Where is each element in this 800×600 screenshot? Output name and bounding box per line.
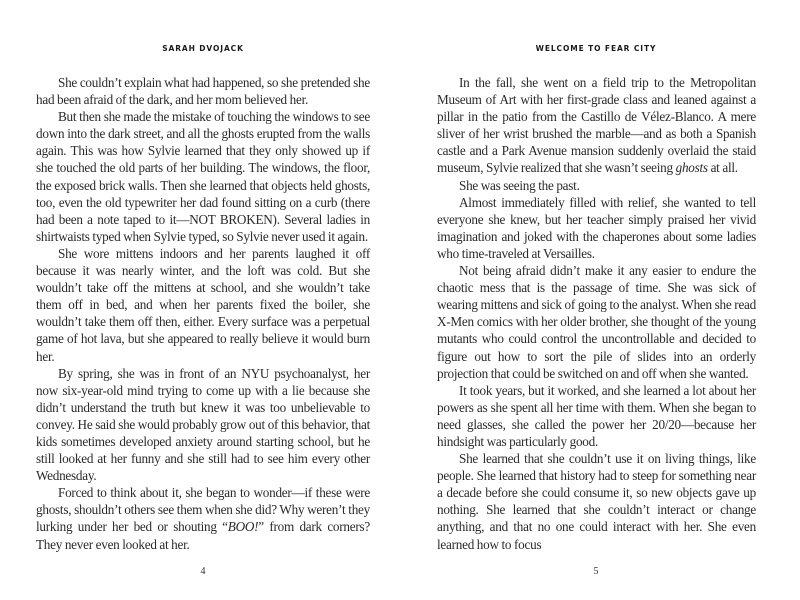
- italic-text: ghosts: [675, 160, 708, 176]
- italic-text: BOO!: [227, 519, 259, 535]
- text-run: at all.: [707, 160, 738, 176]
- body-text: [36, 74, 370, 553]
- paragraph: She learned that she couldn’t use it on living things, like people. She learned that history had to steep for something near a decade before she could consume it, so new objects gave up nothing. She learned that she couldn’t interact or change anything, and that no one could interact with her. She even learned how to focus: [437, 451, 756, 552]
- paragraph: She wore mittens indoors and her parents laughed it off because it was nearly winter, and the loft was cold. But she wouldn’t take off the mittens at school, and she wouldn’t take them off in bed, and when her parents fixed the boiler, she wouldn’t take them off then, either. Every surface was a perpetual game of hot lava, but she appeared to really believe it would burn her.: [36, 245, 370, 364]
- paragraph: Almost immediately filled with relief, she wanted to tell everyone she knew, but her teacher simply praised her vivid imagination and joked with the chaperones about some ladies who time-traveled at Versailles.: [437, 194, 756, 261]
- text-run: ” from dark corners? They never even looked at her.: [36, 519, 370, 552]
- paragraph: But then she made the mistake of touching the windows to see down into the dark street, and all the ghosts erupted from the walls again. This was how Sylvie learned that they only showed up if she touched the old parts of her building. The windows, the floor, the exposed brick walls. Then she learned that objects held ghosts, too, even the old typewriter her dad found sitting on a curb (there had been a note taped to it—NOT BROKEN). Several ladies in shirtwaists typed when Sylvie typed, so Sylvie never used it again.: [36, 109, 370, 244]
- page-number: 5: [593, 566, 599, 577]
- paragraph: [437, 74, 756, 177]
- paragraph: By spring, she was in front of an NYU psychoanalyst, her now six-year-old mind trying to come up with a lie because she didn’t understand the truth but knew it was too unbelievable to convey. He said she would probably grow out of this behavior, that kids sometimes developed anxiety around starting school, but he still looked at her funny and she still had to see him every other Wednesday.: [36, 365, 370, 484]
- paragraph: She was seeing the past.: [459, 177, 580, 193]
- right-page: [400, 0, 800, 600]
- paragraph: Not being afraid didn’t make it any easier to endure the chaotic mess that is the passage of time. She was sick of wearing mittens and sick of going to the analyst. When she read X-Men comics with her older brother, she thought of the young mutants who could control the uncontrollable and decided to figure out how to sort the pile of slides into an orderly projection that could be switched on and off when she wanted.: [437, 263, 756, 381]
- running-head-author: SARAH DVOJACK: [162, 44, 244, 53]
- body-text: [437, 74, 756, 553]
- text-run: In the fall, she went on a field trip to the Metropolitan Museum of Art with her first-grade class and leaned against a pillar in the patio from the Castillo de Vélez-Blanco. A mere sliver of her wrist brushed the marble—and as both a Spanish castle and a Park Avenue mansion suddenly overlaid the staid museum, Sylvie realized that she wasn’t seeing: [437, 75, 756, 176]
- text-run: Forced to think about it, she began to wonder—if these were ghosts, shouldn’t others see them when she did? Why weren’t they lurking under her bed or shouting “: [36, 485, 370, 535]
- running-head-title: WELCOME TO FEAR CITY: [535, 44, 657, 53]
- paragraph: It took years, but it worked, and she learned a lot about her powers as she spent all her time with them. When she began to need glasses, she called the power her 20/20—because her hindsight was particularly good.: [437, 382, 756, 449]
- paragraph: [36, 484, 370, 552]
- paragraph: She couldn’t explain what had happened, so she pretended she had been afraid of the dark, and her mom believed her.: [36, 75, 370, 108]
- page-number: 4: [200, 566, 206, 577]
